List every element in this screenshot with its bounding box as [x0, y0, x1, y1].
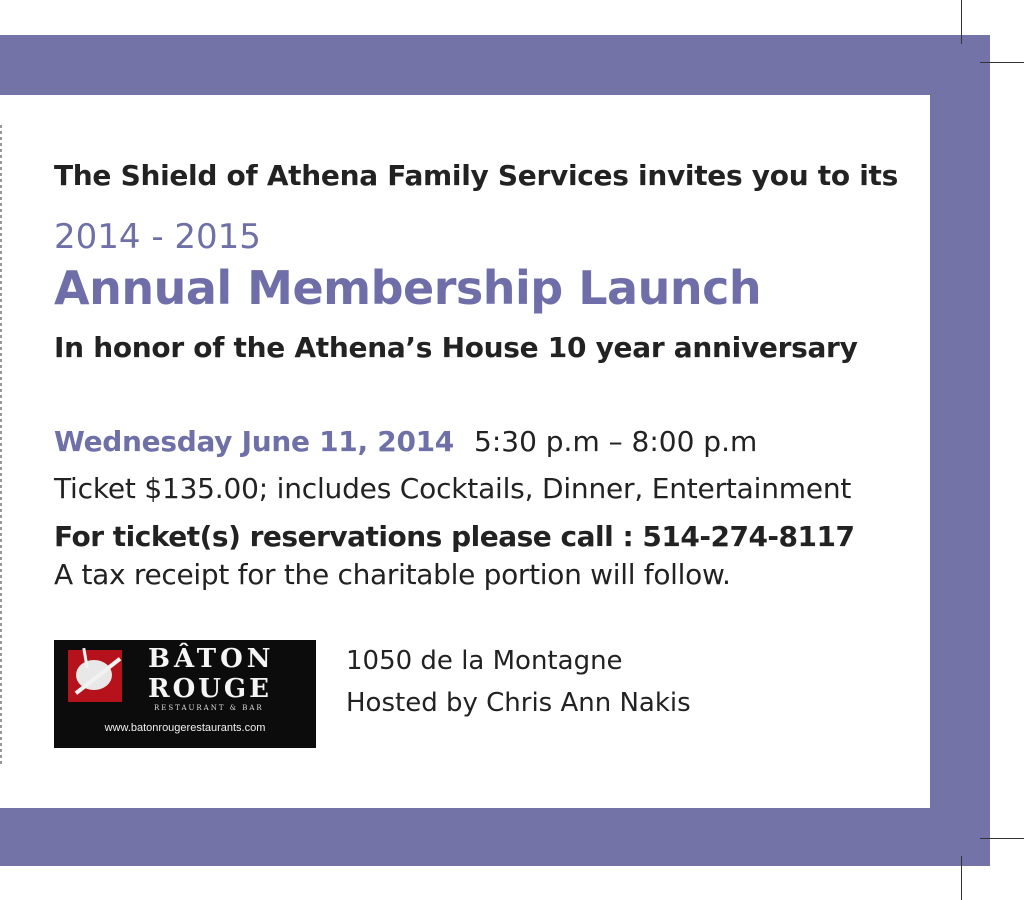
ticket-info: Ticket $135.00; includes Cocktails, Dinner, Entertainment	[54, 472, 852, 505]
event-time: 5:30 p.m – 8:00 p.m	[474, 425, 758, 458]
crop-mark	[961, 0, 962, 44]
plate-fork-knife-icon	[68, 650, 122, 702]
frame-band-right	[930, 35, 990, 866]
logo-subtitle: RESTAURANT & BAR	[154, 704, 264, 712]
logo-wordmark-baton: BÂTON	[148, 644, 275, 674]
logo-url: www.batonrougerestaurants.com	[104, 722, 266, 734]
frame-band-bottom	[0, 808, 990, 866]
invite-line: The Shield of Athena Family Services invites you to its	[54, 159, 898, 192]
reservation-line: For ticket(s) reservations please call : 514-274-8117	[54, 520, 855, 553]
event-years: 2014 - 2015	[54, 217, 261, 257]
tax-note: A tax receipt for the charitable portion will follow.	[54, 558, 731, 591]
host-line: Hosted by Chris Ann Nakis	[346, 688, 691, 718]
invitation-card	[0, 95, 930, 808]
logo-wordmark-rouge: ROUGE	[148, 674, 272, 704]
crop-mark	[980, 838, 1024, 839]
event-title: Annual Membership Launch	[54, 261, 762, 315]
frame-band-top	[0, 35, 990, 95]
baton-rouge-logo	[54, 640, 316, 748]
crop-mark	[980, 62, 1024, 63]
honor-line: In honor of the Athena’s House 10 year anniversary	[54, 331, 858, 364]
event-date: Wednesday June 11, 2014	[54, 425, 454, 458]
crop-mark	[961, 856, 962, 900]
venue-address: 1050 de la Montagne	[346, 646, 623, 676]
